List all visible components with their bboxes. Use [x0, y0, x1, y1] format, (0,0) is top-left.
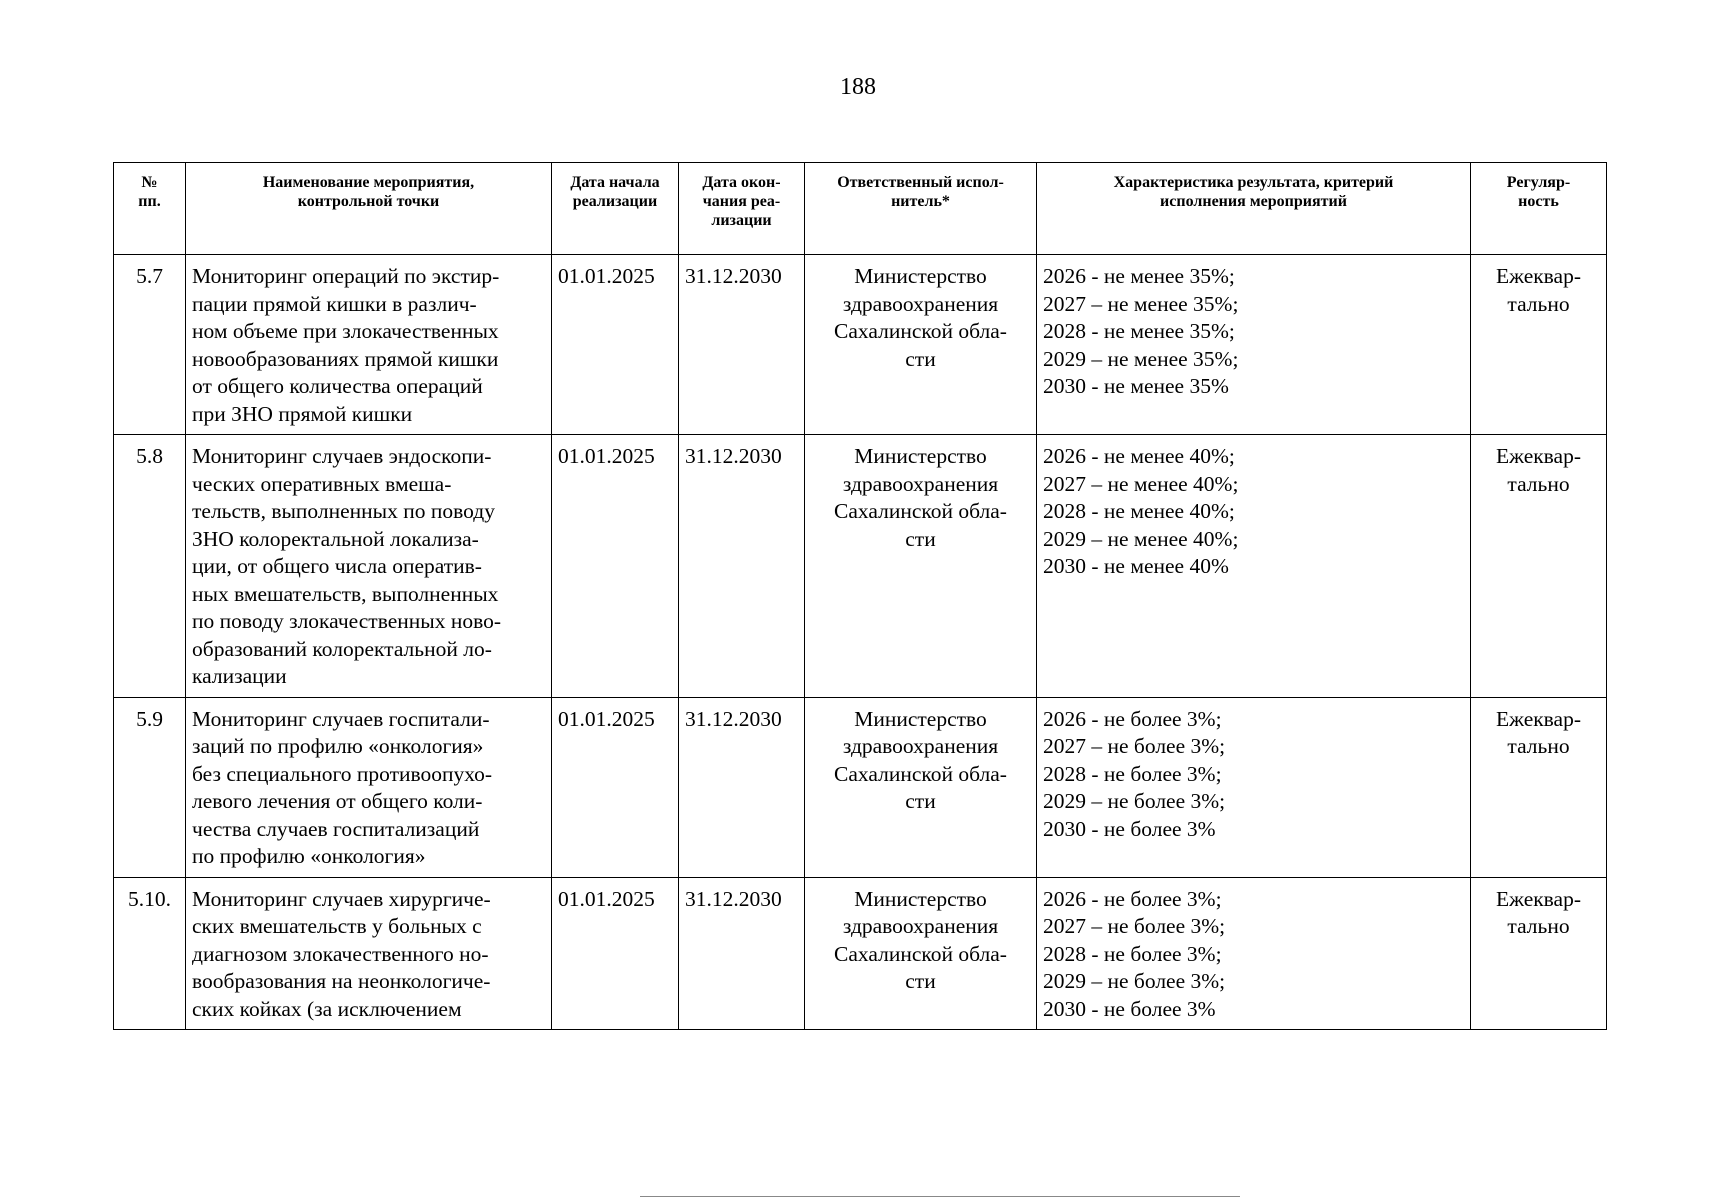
row-number: 5.8 [114, 435, 186, 698]
responsible: Министерство здравоохранения Сахалинской обла- сти [805, 877, 1037, 1030]
start-date: 01.01.2025 [552, 697, 679, 877]
table-row [114, 697, 1607, 877]
end-date: 31.12.2030 [679, 435, 805, 698]
header-start-date: Дата начала реализации [552, 163, 679, 255]
start-date: 01.01.2025 [552, 255, 679, 435]
row-number: 5.10. [114, 877, 186, 1030]
end-date: 31.12.2030 [679, 697, 805, 877]
responsible: Министерство здравоохранения Сахалинской обла- сти [805, 255, 1037, 435]
end-date: 31.12.2030 [679, 877, 805, 1030]
activity-name: Мониторинг случаев хирургиче- ских вмешательств у больных с диагнозом злокачественного но- вообразования на неонкологиче- ских койках (за исключением [186, 877, 552, 1030]
responsible: Министерство здравоохранения Сахалинской обла- сти [805, 435, 1037, 698]
table-row [114, 255, 1607, 435]
header-responsible: Ответственный испол- нитель* [805, 163, 1037, 255]
header-regularity: Регуляр- ность [1471, 163, 1607, 255]
regularity: Ежеквар- тально [1471, 255, 1607, 435]
header-activity-name: Наименование мероприятия, контрольной точки [186, 163, 552, 255]
table-row [114, 877, 1607, 1030]
result-criteria: 2026 - не более 3%; 2027 – не более 3%; 2028 - не более 3%; 2029 – не более 3%; 2030 - не более 3% [1037, 697, 1471, 877]
page-number: 188 [840, 74, 876, 100]
row-number: 5.9 [114, 697, 186, 877]
bottom-rule [640, 1196, 1240, 1197]
header-result: Характеристика результата, критерий исполнения мероприятий [1037, 163, 1471, 255]
activities-table [113, 162, 1607, 1030]
regularity: Ежеквар- тально [1471, 435, 1607, 698]
start-date: 01.01.2025 [552, 435, 679, 698]
result-criteria: 2026 - не менее 40%; 2027 – не менее 40%; 2028 - не менее 40%; 2029 – не менее 40%; 2030 - не менее 40% [1037, 435, 1471, 698]
row-number: 5.7 [114, 255, 186, 435]
activity-name: Мониторинг случаев госпитали- заций по профилю «онкология» без специального противоопухо- левого лечения от общего коли- чества случаев госпитализаций по профилю «онкология» [186, 697, 552, 877]
result-criteria: 2026 - не более 3%; 2027 – не более 3%; 2028 - не более 3%; 2029 – не более 3%; 2030 - не более 3% [1037, 877, 1471, 1030]
activity-name: Мониторинг случаев эндоскопи- ческих оперативных вмеша- тельств, выполненных по поводу ЗНО колоректальной локализа- ции, от общего числа оператив- ных вмешательств, выполненных по поводу злокачественных ново- образований колоректальной ло- кализации [186, 435, 552, 698]
regularity: Ежеквар- тально [1471, 697, 1607, 877]
end-date: 31.12.2030 [679, 255, 805, 435]
activity-name: Мониторинг операций по экстир- пации прямой кишки в различ- ном объеме при злокачественных новообразованиях прямой кишки от общего количества операций при ЗНО прямой кишки [186, 255, 552, 435]
result-criteria: 2026 - не менее 35%; 2027 – не менее 35%; 2028 - не менее 35%; 2029 – не менее 35%; 2030 - не менее 35% [1037, 255, 1471, 435]
table-row [114, 435, 1607, 698]
start-date: 01.01.2025 [552, 877, 679, 1030]
responsible: Министерство здравоохранения Сахалинской обла- сти [805, 697, 1037, 877]
header-number: № пп. [114, 163, 186, 255]
regularity: Ежеквар- тально [1471, 877, 1607, 1030]
header-end-date: Дата окон- чания реа- лизации [679, 163, 805, 255]
table-header-row [114, 163, 1607, 255]
